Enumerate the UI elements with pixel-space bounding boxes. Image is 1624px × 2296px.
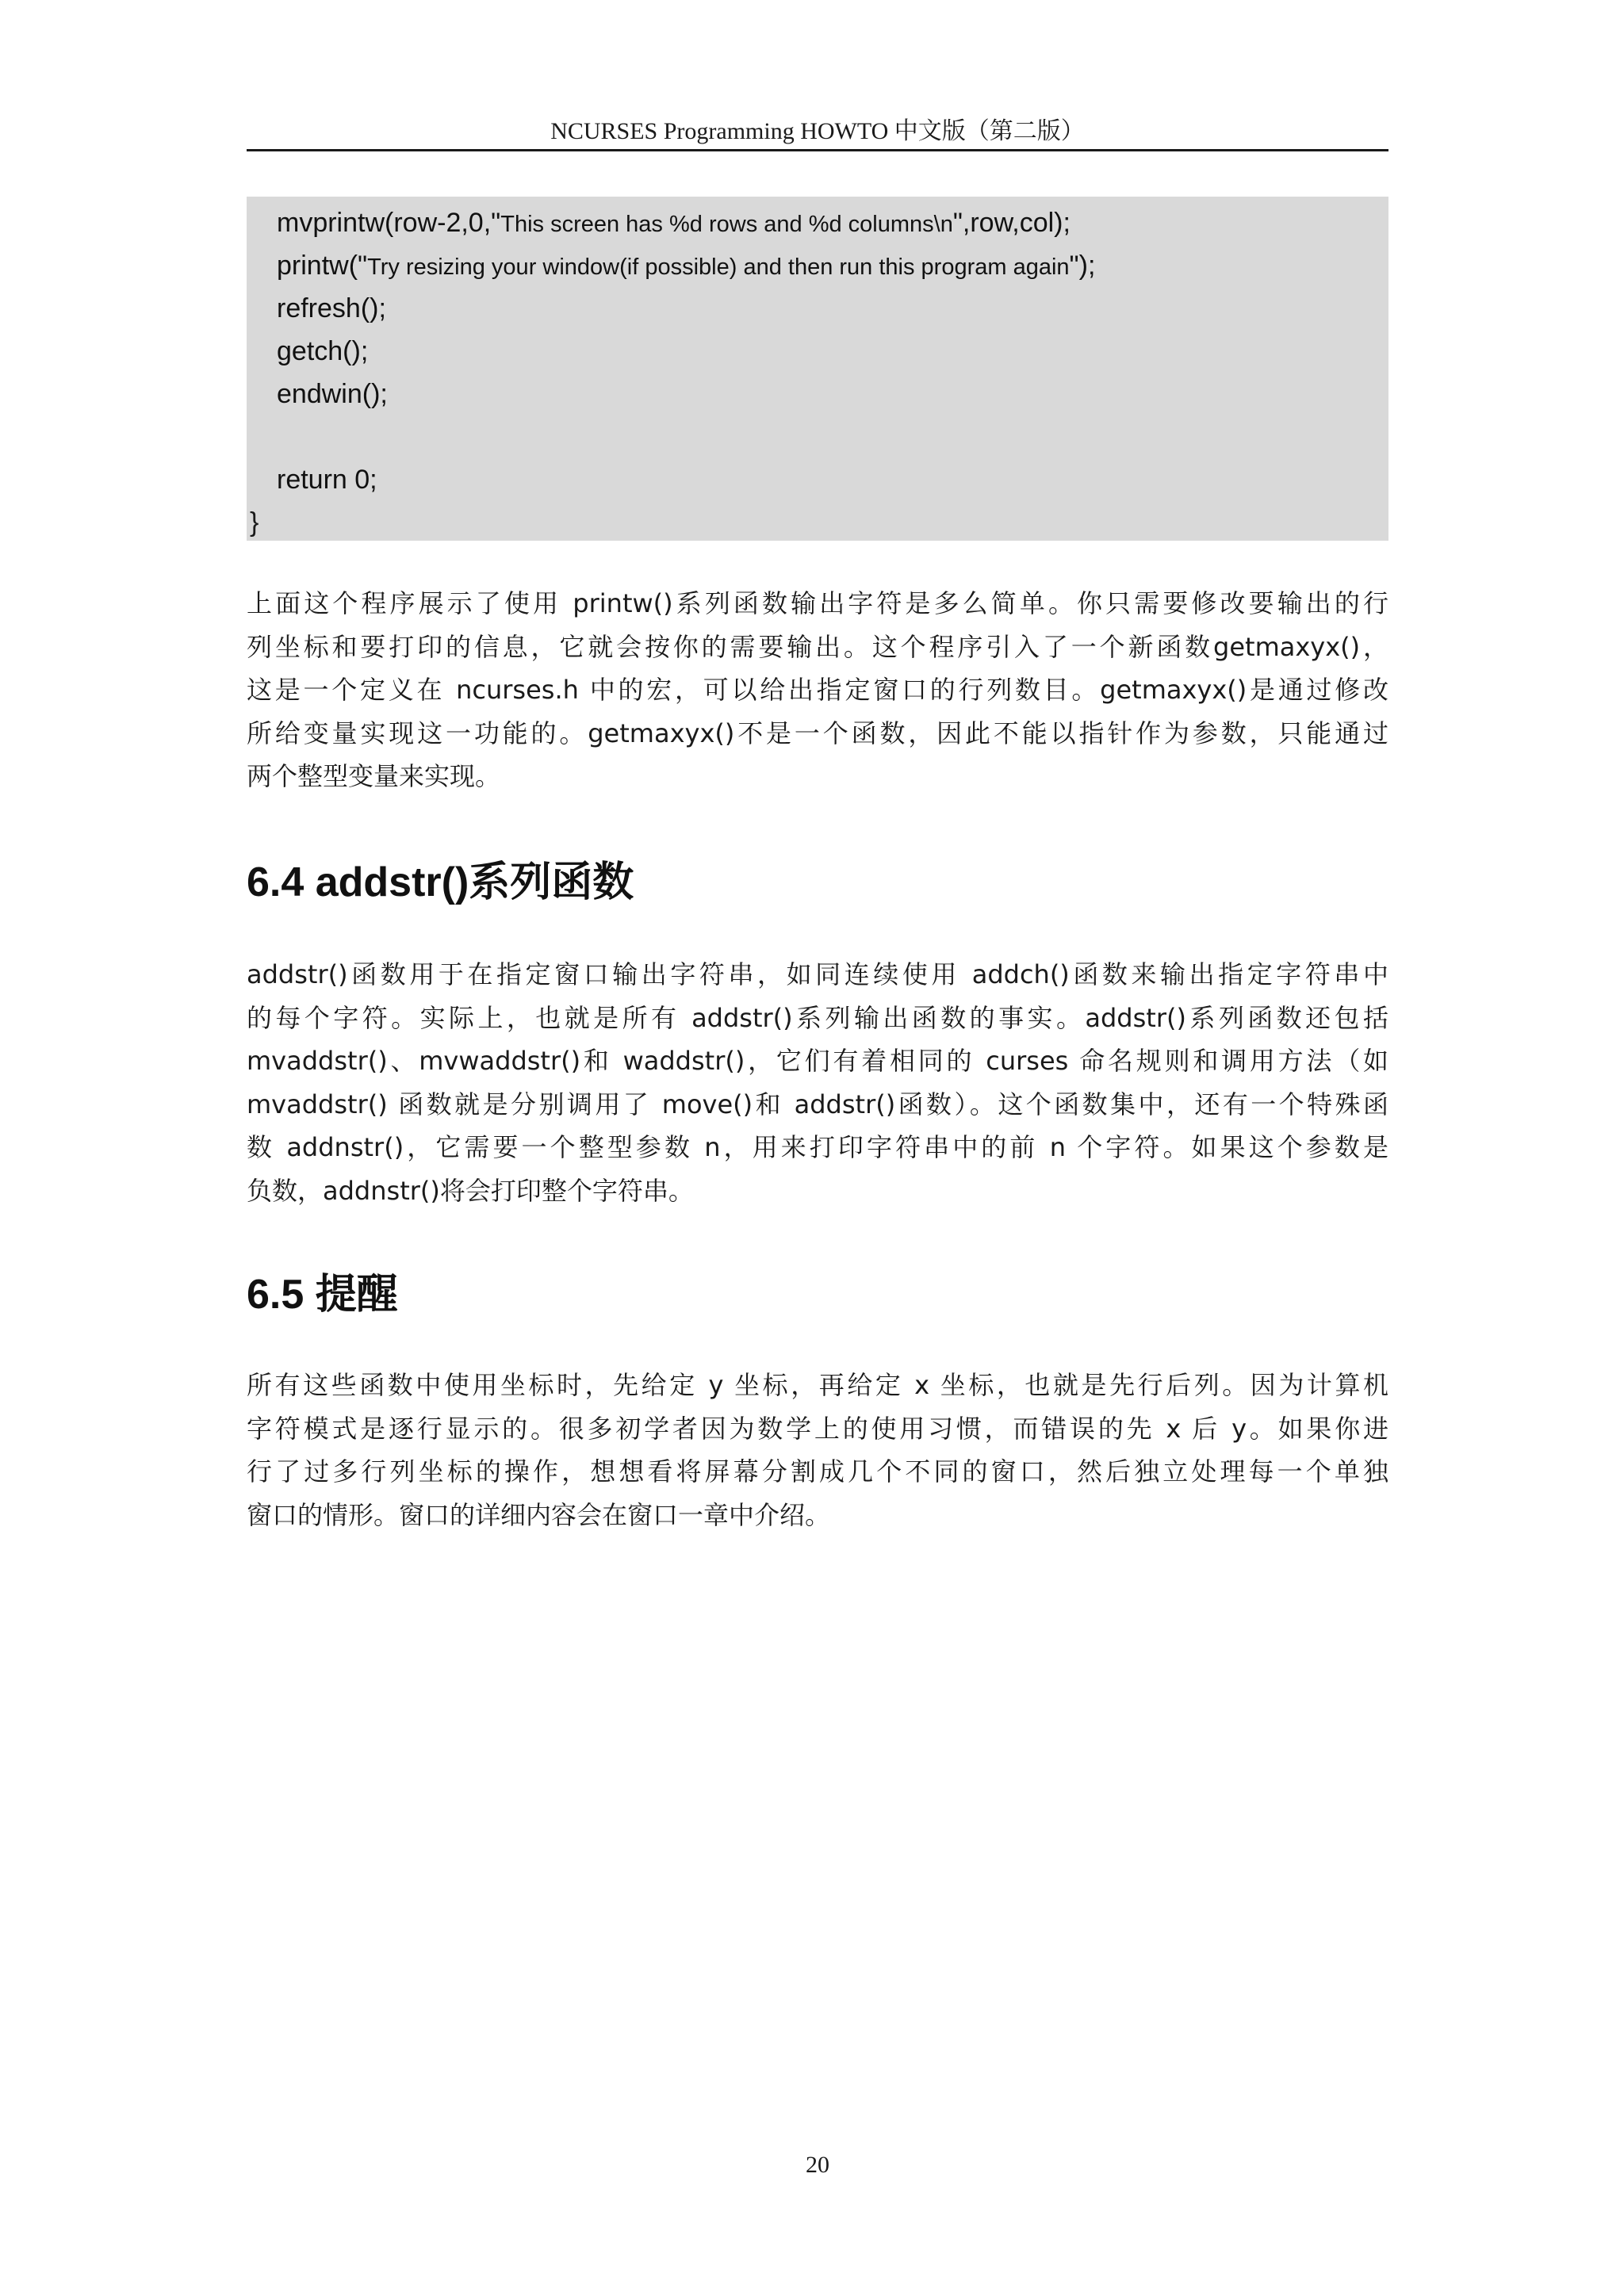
paragraph-line: 行了过多行列坐标的操作，想想看将屏幕分割成几个不同的窗口，然后独立处理每一个单独 bbox=[247, 1456, 1388, 1487]
paragraph-line: 窗口的情形。窗口的详细内容会在窗口一章中介绍。 bbox=[247, 1499, 831, 1530]
paragraph-line: 所有这些函数中使用坐标时，先给定 y 坐标，再给定 x 坐标，也就是先行后列。因为计算机 bbox=[247, 1370, 1388, 1400]
paragraph-line: 所给变量实现这一功能的。getmaxyx()不是一个函数，因此不能以指针作为参数，只能通过 bbox=[247, 718, 1388, 748]
paragraph-line: 两个整型变量来实现。 bbox=[247, 761, 501, 791]
code-line-2-part-c: "); bbox=[1069, 251, 1096, 281]
paragraph-line: 列坐标和要打印的信息，它就会按你的需要输出。这个程序引入了一个新函数getmaxyx()， bbox=[247, 631, 1388, 662]
code-line-3: refresh(); bbox=[277, 293, 386, 323]
paragraph-addstr bbox=[247, 953, 1388, 1212]
paragraph-reminder bbox=[247, 1364, 1388, 1536]
running-header: NCURSES Programming HOWTO 中文版（第二版） bbox=[550, 118, 1085, 144]
code-line-4: getch(); bbox=[277, 336, 369, 366]
code-line-2-part-b: Try resizing your window(if possible) and then run this program again bbox=[367, 254, 1070, 280]
paragraph-line: mvaddstr()、mvwaddstr()和 waddstr()，它们有着相同的 curses 命名规则和调用方法（如 bbox=[247, 1046, 1388, 1076]
page-number: 20 bbox=[806, 2152, 829, 2178]
paragraph-line: 上面这个程序展示了使用 printw()系列函数输出字符是多么简单。你只需要修改要输出的行 bbox=[247, 588, 1388, 618]
code-line-1 bbox=[277, 201, 1071, 244]
paragraph-line: mvaddstr() 函数就是分别调用了 move()和 addstr()函数）。这个函数集中，还有一个特殊函 bbox=[247, 1089, 1388, 1119]
section-heading-reminder: 6.5 提醒 bbox=[247, 1272, 398, 1318]
paragraph-printw bbox=[247, 582, 1388, 798]
paragraph-line: 字符模式是逐行显示的。很多初学者因为数学上的使用习惯，而错误的先 x 后 y。如果你进 bbox=[247, 1413, 1388, 1444]
section-heading-addstr: 6.4 addstr()系列函数 bbox=[247, 859, 634, 905]
paragraph-line: 数 addnstr()，它需要一个整型参数 n，用来打印字符串中的前 n 个字符。如果这个参数是 bbox=[247, 1132, 1388, 1162]
code-line-6: return 0; bbox=[277, 465, 377, 495]
code-line-1-part-c: ",row,col); bbox=[952, 208, 1071, 238]
code-line-1-part-b: This screen has %d rows and %d columns\n bbox=[500, 212, 953, 237]
code-line-2-part-a: printw(" bbox=[277, 251, 368, 281]
paragraph-line: addstr()函数用于在指定窗口输出字符串，如同连续使用 addch()函数来输出指定字符串中 bbox=[247, 959, 1388, 989]
code-line-2 bbox=[277, 244, 1095, 287]
paragraph-line: 负数，addnstr()将会打印整个字符串。 bbox=[247, 1175, 694, 1206]
code-line-1-part-a: mvprintw(row-2,0," bbox=[277, 208, 501, 238]
code-line-5: endwin(); bbox=[277, 379, 388, 409]
paragraph-line: 的每个字符。实际上，也就是所有 addstr()系列输出函数的事实。addstr()系列函数还包括 bbox=[247, 1002, 1388, 1033]
paragraph-line: 这是一个定义在 ncurses.h 中的宏，可以给出指定窗口的行列数目。getmaxyx()是通过修改 bbox=[247, 675, 1388, 705]
code-block bbox=[247, 197, 1388, 541]
code-closing-brace: } bbox=[250, 507, 259, 538]
header-rule bbox=[247, 149, 1388, 151]
